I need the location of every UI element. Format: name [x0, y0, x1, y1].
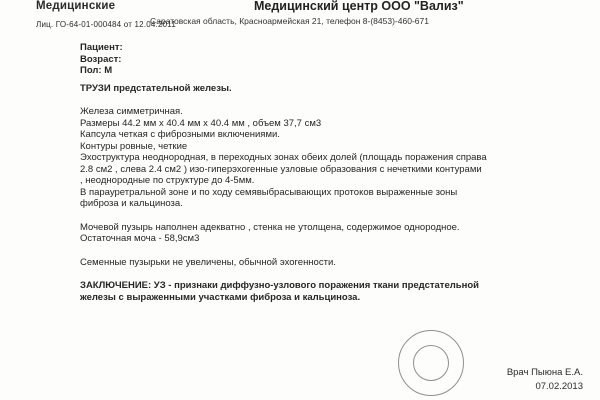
finding-line: Железа симметричная.	[80, 106, 183, 117]
document-header	[36, 0, 576, 30]
patient-label: Пациент:	[80, 42, 123, 53]
exam-title: ТРУЗИ предстательной железы.	[80, 82, 232, 94]
clinic-title: Медицинский центр ООО "Вализ"	[254, 0, 464, 13]
conclusion-line: железы с выраженными участками фиброза и кальциноза.	[80, 291, 361, 303]
doctor-name: Врач Пыюна Е.А.	[506, 367, 583, 378]
finding-line: Размеры 44.2 мм x 40.4 мм x 40.4 мм , объем 37,7 см3	[80, 117, 322, 129]
bladder-line: Мочевой пузырь наполнен адекватно , стенка не утолщена, содержимое однородное.	[80, 221, 460, 233]
report-date: 07.02.2013	[535, 381, 583, 392]
finding-line: Контуры ровные, четкие	[80, 140, 188, 152]
finding-line: Эхоструктура неоднородная, в переходных зонах обеих долей (площадь поражения справа	[80, 152, 487, 163]
license-stamp	[36, 0, 176, 29]
finding-line: , неоднородные по структуре до 4-5мм.	[80, 175, 255, 186]
clinic-address: Саратовская область, Красноармейская 21, телефон 8-(8453)-460-671	[150, 16, 429, 26]
document-body	[80, 42, 580, 303]
conclusion-line: ЗАКЛЮЧЕНИЕ: УЗ - признаки диффузно-узлового поражения ткани предстательной	[80, 280, 479, 291]
stamp-line-2: Лиц. ГО-64-01-000484 от 12.04.2011	[36, 20, 176, 29]
stamp-inner-ring	[413, 345, 449, 381]
finding-line: фиброза и кальциноза.	[80, 198, 183, 209]
age-label: Возраст:	[80, 53, 122, 65]
sex-label: Пол: М	[80, 65, 113, 76]
finding-line: Капсула четкая с фиброзными включениями.	[80, 129, 280, 140]
residual-urine-line: Остаточная моча - 58,9см3	[80, 233, 200, 244]
finding-line: 2.8 см2 , слева 2.4 см2 ) изо-гиперэхогенные узловые образования с нечеткими контурами	[80, 163, 482, 175]
stamp-line-1: Медицинскиe	[36, 0, 116, 12]
signature-block	[473, 366, 583, 394]
finding-line: В парауретральной зоне и по ходу семявыбрасывающих протоков выраженные зоны	[80, 186, 458, 198]
doctor-stamp	[398, 330, 464, 396]
seminal-vesicles-line: Семенные пузырьки не увеличены, обычной эхогенности.	[80, 256, 336, 268]
